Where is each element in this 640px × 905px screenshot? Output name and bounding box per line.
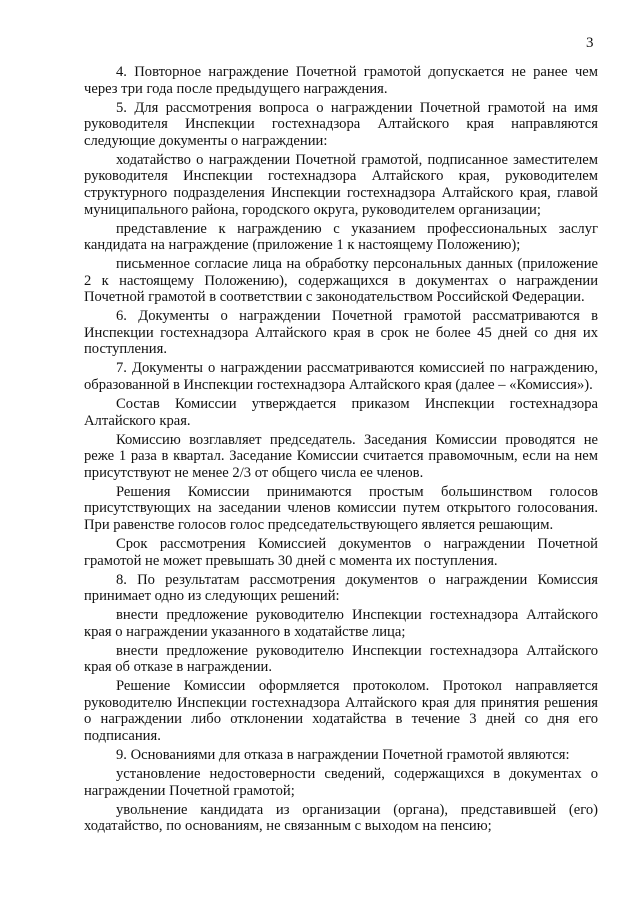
paragraph-review-term: 6. Документы о награждении Почетной грамотой рассматриваются в Инспекции гостехнадзора Алтайского края в срок не более 45 дней со дня их поступления. [84, 308, 598, 358]
paragraph-protocol: Решение Комиссии оформляется протоколом. Протокол направляется руководителю Инспекции гостехнадзора Алтайского края для принятия решения о награждении либо отклонении ходатайства в течение 3 дней со дня его подписания. [84, 678, 598, 745]
paragraph-review-results: 8. По результатам рассмотрения документов о награждении Комиссия принимает одно из следующих решений: [84, 571, 598, 605]
page-number: 3 [586, 35, 594, 51]
paragraph-repeat-award: 4. Повторное награждение Почетной грамотой допускается не ранее чем через три года после предыдущего награждения. [84, 64, 598, 97]
paragraph-commission-decisions: Решения Комиссии принимаются простым большинством голосов присутствующих на заседании членов комиссии путем открытого голосования. При равенстве голосов голос председательствующего является решающим. [84, 483, 598, 533]
paragraph-commission-composition: Состав Комиссии утверждается приказом Инспекции гостехнадзора Алтайского края. [84, 396, 598, 429]
paragraph-documents-required: 5. Для рассмотрения вопроса о награждении Почетной грамотой на имя руководителя Инспекции гостехнадзора Алтайского края направляются следующие документы о награждении: [84, 99, 598, 149]
paragraph-decision-refusal: внести предложение руководителю Инспекции гостехнадзора Алтайского края об отказе в награждении. [84, 642, 598, 676]
paragraph-commission: 7. Документы о награждении рассматриваются комиссией по награждению, образованной в Инспекции гостехнадзора Алтайского края (далее – «Комиссия»). [84, 360, 598, 394]
paragraph-commission-chair: Комиссию возглавляет председатель. Заседания Комиссии проводятся не реже 1 раза в квартал. Заседание Комиссии считается правомочным, если на нем присутствуют не менее 2/3 от общего числа ее членов. [84, 431, 598, 481]
paragraph-consent: письменное согласие лица на обработку персональных данных (приложение 2 к настоящему Положению), содержащихся в документах о награждении Почетной грамотой в соответствии с законодательством Российской Федерации. [84, 256, 598, 306]
paragraph-commission-term: Срок рассмотрения Комиссией документов о награждении Почетной грамотой не может превышать 30 дней с момента их поступления. [84, 535, 598, 569]
paragraph-refusal-grounds: 9. Основаниями для отказа в награждении Почетной грамотой являются: [116, 747, 570, 764]
paragraph-dismissal: увольнение кандидата из организации (органа), представившей (его) ходатайство, по основаниям, не связанным с выходом на пенсию; [84, 801, 598, 835]
paragraph-decision-award: внести предложение руководителю Инспекции гостехнадзора Алтайского края о награждении указанного в ходатайстве лица; [84, 607, 598, 640]
paragraph-nomination: представление к награждению с указанием профессиональных заслуг кандидата на награждение (приложение 1 к настоящему Положению); [84, 220, 598, 254]
document-body [84, 64, 598, 837]
paragraph-false-information: установление недостоверности сведений, содержащихся в документах о награждении Почетной грамотой; [84, 766, 598, 799]
paragraph-petition: ходатайство о награждении Почетной грамотой, подписанное заместителем руководителя Инспекции гостехнадзора Алтайского края, руководителем структурного подразделения Инспекции гостехнадзора Алтайского края, главой муниципального района, городского округа, руководителем организации; [84, 151, 598, 218]
